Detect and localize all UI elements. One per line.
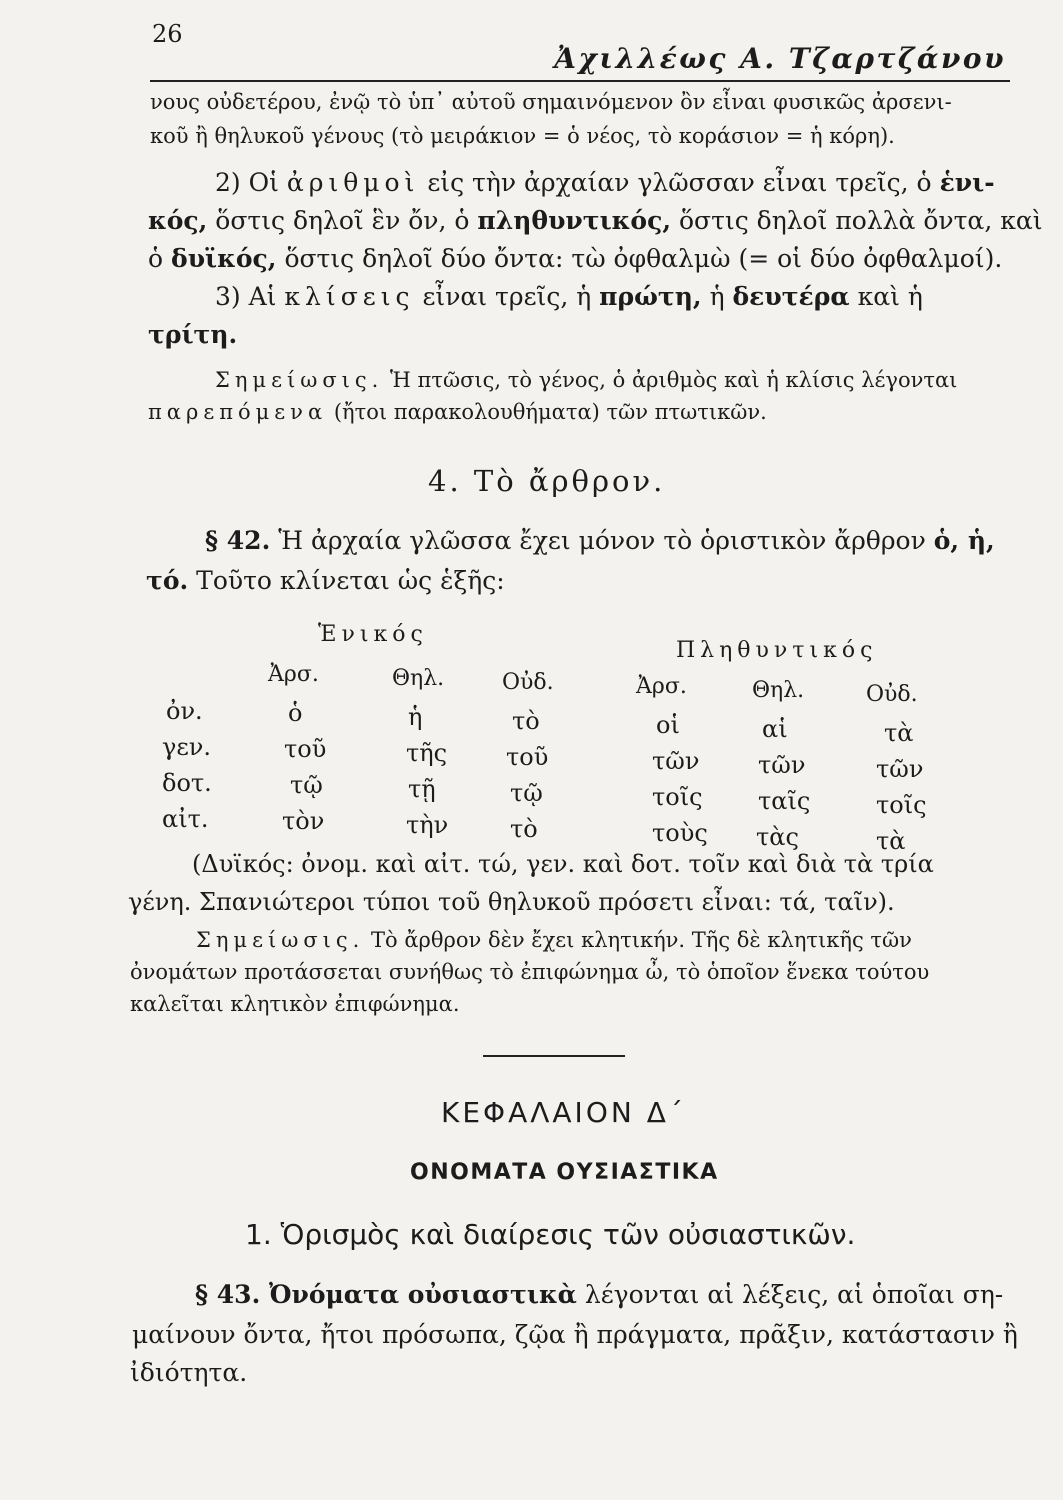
table-cell: τῇ	[408, 775, 436, 803]
para42-l1-text: Ἡ ἀρχαία γλῶσσα ἔχει μόνον τὸ ὁριστικὸν ἄρθρον	[278, 526, 926, 555]
article-form-to: τό.	[146, 566, 189, 595]
term-enikos-end: κός,	[148, 206, 208, 235]
chapter-title: ΚΕΦΑΛΑΙΟΝ Δ΄	[441, 1096, 686, 1129]
para43-line1	[195, 1280, 1003, 1309]
para1-line1: νους οὐδετέρου, ἐνῷ τὸ ὑπ᾽ αὐτοῦ σημαινόμενον ὂν εἶναι φυσικῶς ἀρσενι-	[150, 90, 952, 114]
term-triti: τρίτη.	[148, 320, 238, 349]
page-number: 26	[152, 20, 183, 48]
dual-note-line2: γένη. Σπανιώτεροι τύποι τοῦ θηλυκοῦ πρόσετι εἶναι: τά, ταῖν).	[128, 888, 895, 916]
term-deftera: δευτέρα	[732, 282, 850, 311]
table-cell: τὸν	[282, 807, 325, 835]
para42-number: § 42.	[205, 526, 271, 555]
group-singular: Ἑνικός	[318, 622, 428, 647]
table-cell: τοῦ	[506, 743, 549, 771]
note1-l2-rest: (ἤτοι παρακολουθήματα) τῶν πτωτικῶν.	[333, 400, 767, 424]
col-head: Θηλ.	[392, 666, 445, 691]
para42-l2-text: Τοῦτο κλίνεται ὡς ἑξῆς:	[196, 566, 505, 595]
para43-l1-text: λέγονται αἱ λέξεις, αἱ ὁποῖαι ση-	[584, 1280, 1004, 1309]
section-4-heading: 4. Τὸ ἄρθρον.	[428, 464, 666, 498]
note1-line1	[215, 368, 957, 392]
note2-line2: ὀνομάτων προτάσσεται συνήθως τὸ ἐπιφώνημα ὦ, τὸ ὁποῖον ἕνεκα τούτου	[130, 960, 930, 984]
para3-l1a: 3) Αἱ	[215, 282, 277, 311]
para3-l1d: καὶ ἡ	[857, 282, 923, 311]
col-head: Ἀρσ.	[636, 674, 687, 699]
para2-l2b: ὅστις δηλοῖ πολλὰ ὄντα, καὶ	[678, 206, 1043, 235]
note2-line3: καλεῖται κλητικὸν ἐπιφώνημα.	[130, 992, 460, 1016]
chapter-subtitle: ΟΝΟΜΑΤΑ ΟΥΣΙΑΣΤΙΚΑ	[410, 1160, 719, 1185]
table-cell: τοὺς	[652, 819, 708, 847]
page-header	[150, 18, 1010, 82]
table-cell: τοῦ	[284, 735, 327, 763]
para2-l1b: εἰς τὴν ἀρχαίαν γλῶσσαν εἶναι τρεῖς, ὁ	[427, 168, 932, 197]
group-plural: Πληθυντικός	[676, 638, 878, 663]
note1-label: Σημείωσις.	[215, 368, 384, 392]
note2-line1	[196, 928, 912, 952]
article-forms: ὁ, ἡ,	[933, 526, 995, 555]
para3-l1b: εἶναι τρεῖς, ἡ	[422, 282, 592, 311]
table-cell: τὰ	[876, 827, 906, 855]
para42-line1	[205, 526, 995, 555]
case-label: ὀν.	[166, 697, 203, 725]
para3-line1	[215, 282, 923, 311]
term-dyikos: δυϊκός,	[171, 244, 277, 273]
term-plithyntikos: πληθυντικός,	[477, 206, 672, 235]
table-cell: ἡ	[408, 703, 423, 731]
case-label: αἰτ.	[162, 805, 209, 833]
table-cell: τῷ	[290, 771, 323, 799]
para43-line3: ἰδιότητα.	[130, 1358, 248, 1387]
table-cell: τὸ	[510, 815, 538, 843]
para2-l1a: 2) Οἱ	[215, 168, 279, 197]
para2-l3a: ὁ	[148, 244, 164, 273]
para43-lead: § 43. Ὀνόματα οὐσιαστικὰ	[195, 1280, 577, 1309]
term-arithmoi: ἀριθμοὶ	[286, 168, 420, 197]
running-title: Ἀχιλλέως Α. Τζαρτζάνου	[554, 42, 1006, 75]
para43-line2: μαίνουν ὄντα, ἤτοι πρόσωπα, ζῷα ἢ πράγματα, πρᾶξιν, κατάστασιν ἢ	[132, 1320, 1018, 1349]
table-cell: οἱ	[656, 711, 680, 739]
subsection-1-heading: 1. Ὁρισμὸς καὶ διαίρεσις τῶν οὐσιαστικῶν.	[245, 1218, 856, 1251]
note1-l1-rest: Ἡ πτῶσις, τὸ γένος, ὁ ἀριθμὸς καὶ ἡ κλίσις λέγονται	[390, 368, 958, 392]
table-cell: τῷ	[510, 779, 543, 807]
table-cell: τὸ	[512, 707, 540, 735]
col-head: Ἀρσ.	[268, 662, 319, 687]
table-cell: τὴν	[406, 811, 449, 839]
term-enikos: ἑνι-	[939, 168, 995, 197]
table-cell: ὁ	[288, 699, 303, 727]
table-cell: τῆς	[406, 739, 448, 767]
table-cell: τοῖς	[876, 791, 927, 819]
section-divider	[483, 1055, 625, 1057]
note2-l1-rest: Τὸ ἄρθρον δὲν ἔχει κλητικήν. Τῆς δὲ κλητικῆς τῶν	[371, 928, 912, 952]
col-head: Θηλ.	[752, 678, 805, 703]
para2-line1	[215, 168, 995, 197]
table-cell: τοῖς	[652, 783, 703, 811]
note1-line2	[148, 400, 767, 424]
term-kliseis: κλίσεις	[284, 282, 415, 311]
para2-l2a: ὅστις δηλοῖ ἓν ὄν, ὁ	[215, 206, 470, 235]
para1-line2: κοῦ ἢ θηλυκοῦ γένους (τὸ μειράκιον = ὁ νέος, τὸ κοράσιον = ἡ κόρη).	[150, 124, 895, 148]
para2-line2	[148, 206, 1043, 235]
table-cell: τῶν	[652, 747, 700, 775]
case-label: δοτ.	[162, 769, 212, 797]
term-proti: πρώτη,	[599, 282, 702, 311]
dual-note-line1: (Δυϊκός: ὀνομ. καὶ αἰτ. τώ, γεν. καὶ δοτ. τοῖν καὶ διὰ τὰ τρία	[192, 850, 934, 878]
para3-l1c: ἡ	[709, 282, 725, 311]
case-label: γεν.	[162, 733, 211, 761]
note2-label: Σημείωσις.	[196, 928, 365, 952]
table-cell: τὰς	[756, 823, 799, 851]
col-head: Οὐδ.	[866, 682, 918, 707]
para2-line3	[148, 244, 1002, 273]
table-cell: τὰ	[884, 719, 914, 747]
term-parepomena: παρεπόμενα	[148, 400, 328, 424]
table-cell: τῶν	[876, 755, 924, 783]
table-cell: ταῖς	[758, 787, 811, 815]
para2-l3b: ὅστις δηλοῖ δύο ὄντα: τὼ ὀφθαλμὼ (= οἱ δύο ὀφθαλμοί).	[284, 244, 1003, 273]
table-cell: αἱ	[762, 715, 788, 743]
col-head: Οὐδ.	[502, 670, 554, 695]
table-cell: τῶν	[758, 751, 806, 779]
para42-line2	[146, 566, 505, 595]
